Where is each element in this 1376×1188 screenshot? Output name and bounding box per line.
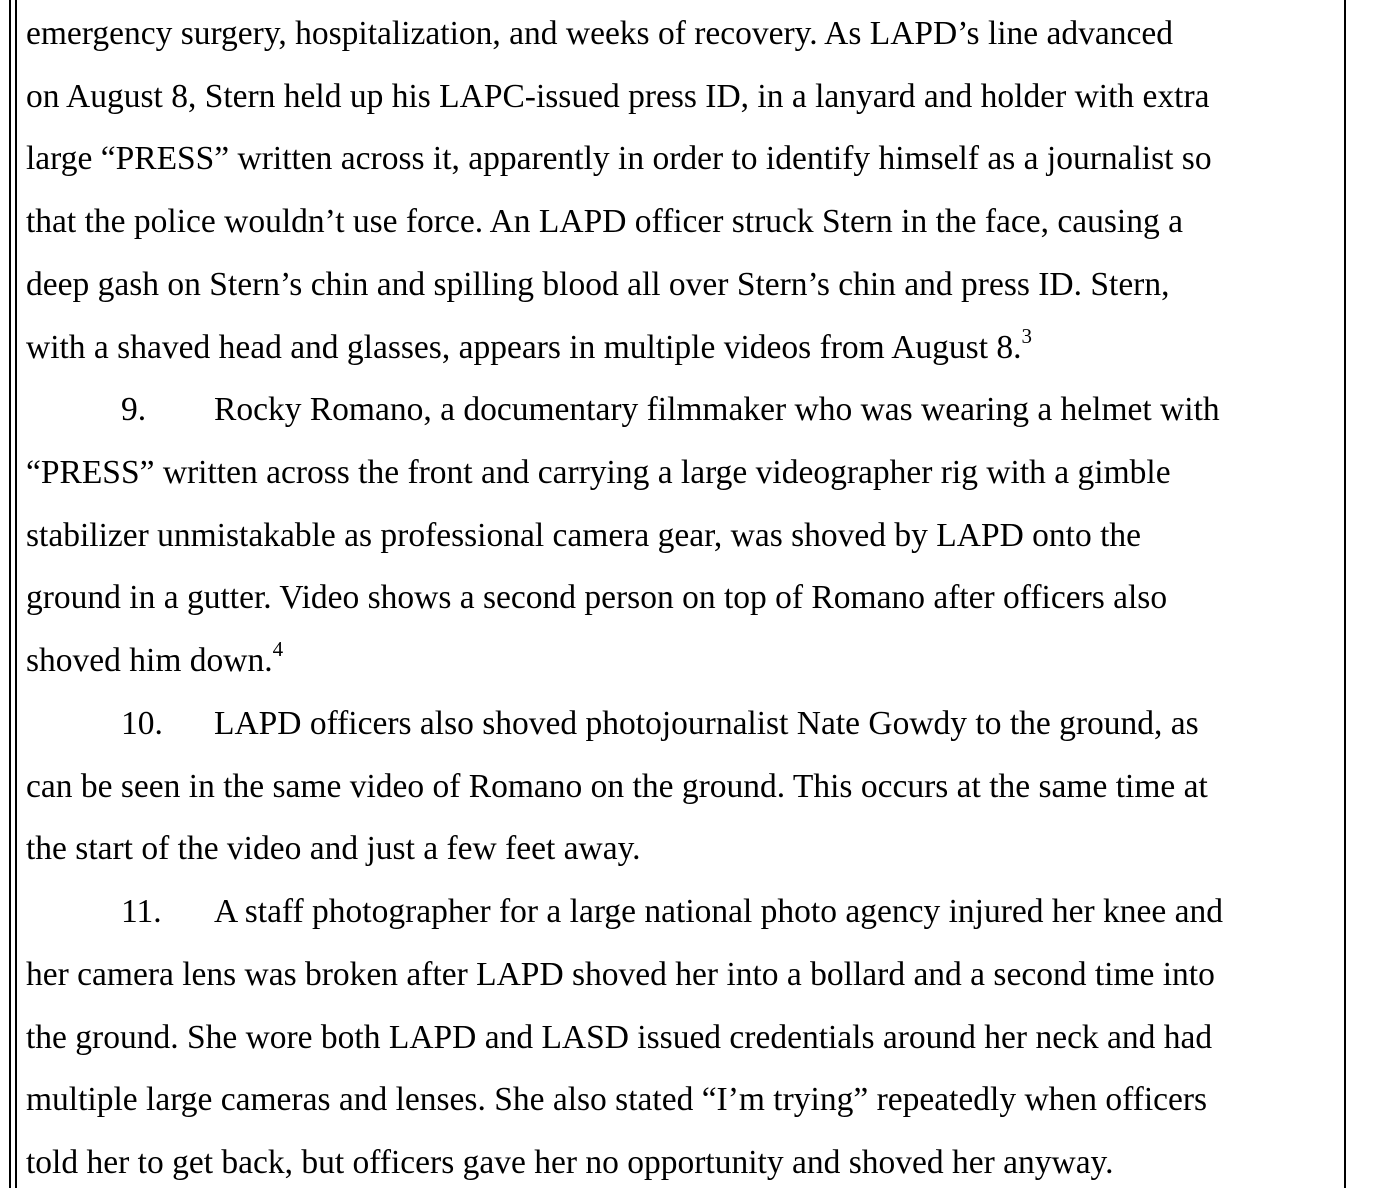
left-margin-rule-outer [9, 0, 11, 1188]
text-line-content: shoved him down. [26, 642, 273, 679]
text-line-content: with a shaved head and glasses, appears in multiple videos from August 8. [26, 329, 1022, 366]
paragraph-number: 10. [121, 705, 163, 742]
text-line: ground in a gutter. Video shows a second person on top of Romano after officers also [26, 579, 1168, 616]
text-line: “PRESS” written across the front and carrying a large videographer rig with a gimble [26, 454, 1171, 491]
paragraph-number: 9. [121, 391, 147, 428]
text-line: the ground. She wore both LAPD and LASD issued credentials around her neck and had [26, 1019, 1213, 1056]
text-line-content: LAPD officers also shoved photojournalist Nate Gowdy to the ground, as [214, 705, 1199, 742]
right-margin-rule [1344, 0, 1346, 1188]
text-line: multiple large cameras and lenses. She also stated “I’m trying” repeatedly when officers [26, 1081, 1208, 1118]
text-line: deep gash on Stern’s chin and spilling blood all over Stern’s chin and press ID. Stern, [26, 266, 1170, 303]
paragraph-11-first-line [26, 892, 1223, 932]
paragraph-9-first-line [26, 390, 1220, 430]
text-line-content: A staff photographer for a large national photo agency injured her knee and [214, 893, 1223, 930]
footnote-marker-3[interactable]: 3 [1021, 323, 1032, 348]
text-line: can be seen in the same video of Romano on the ground. This occurs at the same time at [26, 768, 1208, 805]
text-line: the start of the video and just a few feet away. [26, 830, 641, 867]
left-margin-rule-inner [15, 0, 17, 1188]
paragraph-10-first-line [26, 704, 1199, 744]
text-line [26, 636, 284, 681]
text-line: on August 8, Stern held up his LAPC-issued press ID, in a lanyard and holder with extra [26, 78, 1210, 115]
text-line: stabilizer unmistakable as professional camera gear, was shoved by LAPD onto the [26, 517, 1142, 554]
paragraph-number: 11. [121, 893, 162, 930]
footnote-marker-4[interactable]: 4 [272, 636, 284, 661]
text-line: her camera lens was broken after LAPD shoved her into a bollard and a second time into [26, 956, 1215, 993]
text-line: that the police wouldn’t use force. An LAPD officer struck Stern in the face, causing a [26, 203, 1183, 240]
text-line: emergency surgery, hospitalization, and weeks of recovery. As LAPD’s line advanced [26, 15, 1174, 52]
text-line: large “PRESS” written across it, apparently in order to identify himself as a journalist so [26, 140, 1212, 177]
text-line [26, 323, 1032, 368]
text-line: told her to get back, but officers gave her no opportunity and shoved her anyway. [26, 1144, 1114, 1181]
text-line-content: Rocky Romano, a documentary filmmaker who was wearing a helmet with [214, 391, 1220, 428]
